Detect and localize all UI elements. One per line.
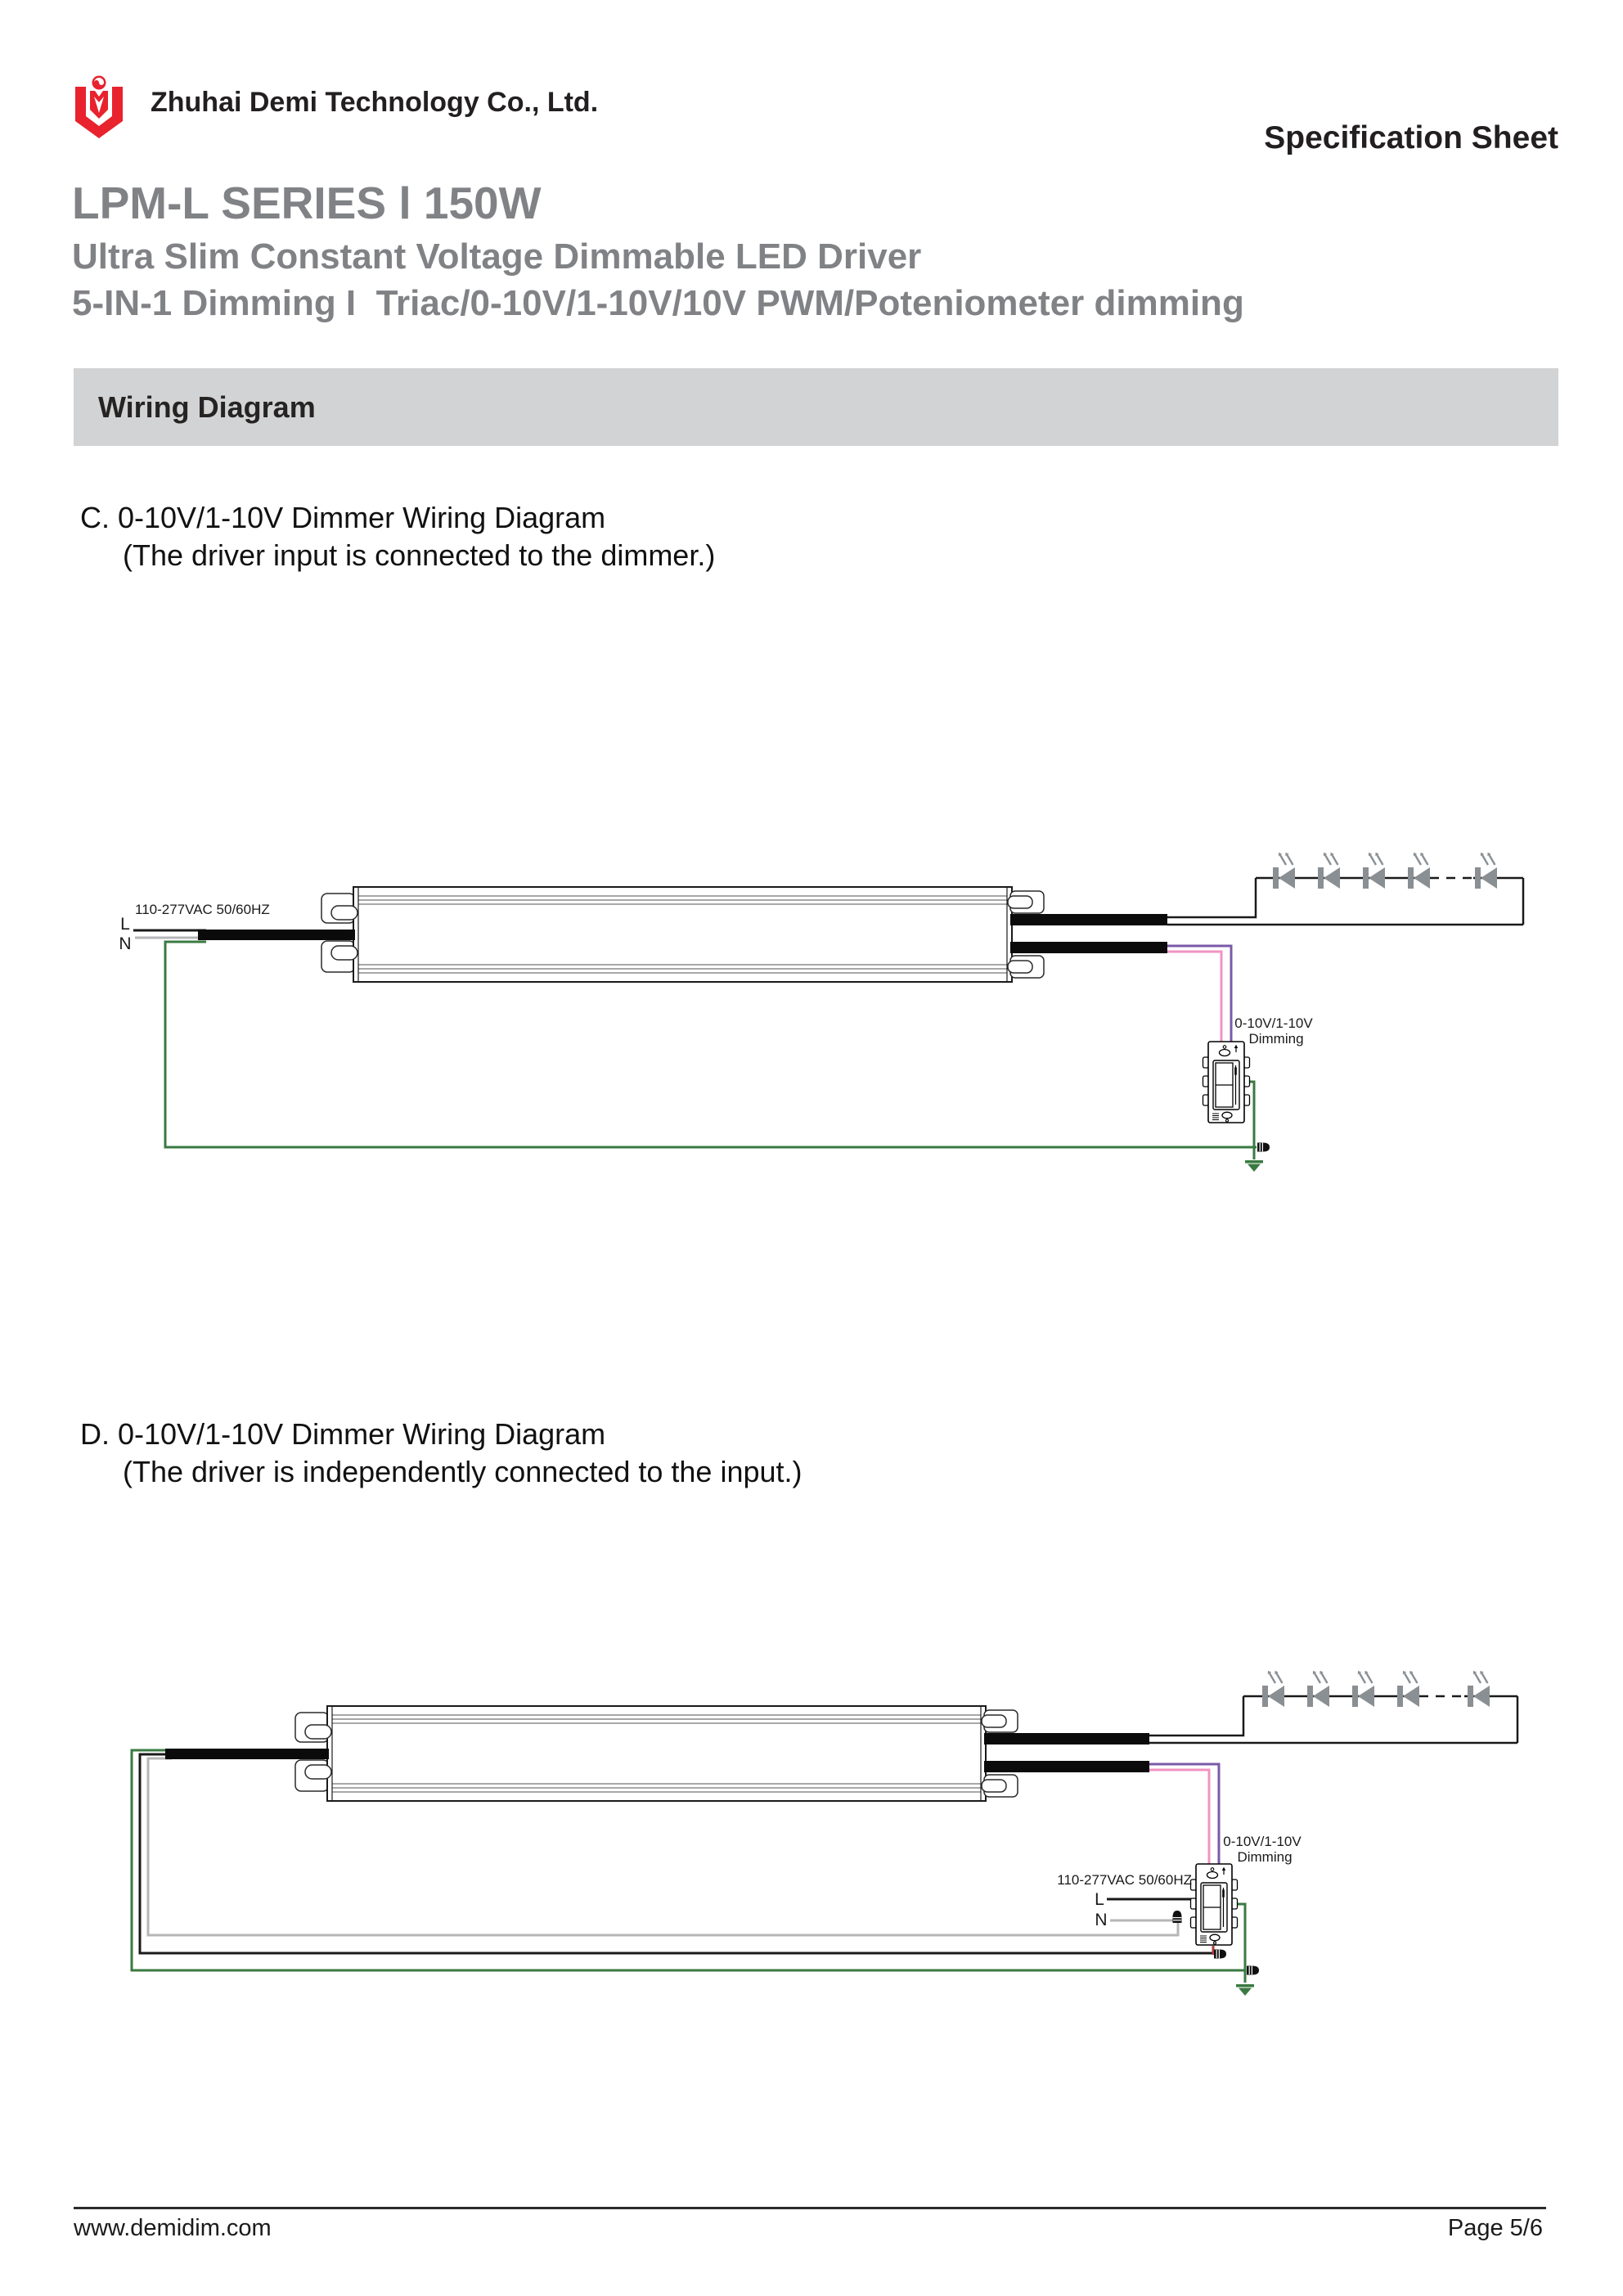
earth-ground-icon xyxy=(1245,1160,1263,1172)
dimmer-type-label-2: Dimming xyxy=(1237,1849,1293,1865)
input-voltage-label: 110-277VAC 50/60HZ xyxy=(135,902,270,917)
led-icon xyxy=(1307,1671,1329,1707)
dimming-cable-bundle xyxy=(1010,942,1167,953)
demi-shield-logo-icon xyxy=(72,75,126,141)
dimming-cable-bundle xyxy=(984,1761,1149,1772)
live-label: L xyxy=(1095,1890,1104,1909)
dimmer-type-label-1: 0-10V/1-10V xyxy=(1234,1015,1313,1031)
neutral-label: N xyxy=(1095,1911,1108,1929)
section-banner xyxy=(74,368,1558,446)
wall-dimmer xyxy=(1191,1864,1238,1945)
led-icon xyxy=(1408,853,1430,889)
live-label: L xyxy=(120,915,130,934)
led-icon xyxy=(1273,853,1295,889)
wire-nut-icon xyxy=(1257,1143,1270,1152)
earth-ground-icon xyxy=(1236,1984,1254,1996)
led-icon xyxy=(1475,853,1497,889)
wall-dimmer xyxy=(1203,1042,1250,1123)
led-circuit-wire xyxy=(1149,1696,1517,1743)
section-banner-title: Wiring Diagram xyxy=(98,389,316,424)
wire-nut-icon xyxy=(1247,1966,1259,1975)
diagram-c-note: (The driver input is connected to the dimmer.) xyxy=(123,538,716,572)
product-subtitle-1: Ultra Slim Constant Voltage Dimmable LED Driver xyxy=(72,236,922,277)
product-series-title: LPM-L SERIES l 150W xyxy=(72,178,542,228)
diagram-c-heading: C. 0-10V/1-10V Dimmer Wiring Diagram xyxy=(80,501,606,534)
led-icon xyxy=(1363,853,1385,889)
led-driver xyxy=(321,887,1044,982)
input-cable-bundle xyxy=(198,930,355,940)
footer-page-number: Page 5/6 xyxy=(1447,2215,1543,2241)
input-voltage-label: 110-277VAC 50/60HZ xyxy=(1057,1872,1192,1888)
input-cable-bundle xyxy=(165,1749,329,1759)
footer-website: www.demidim.com xyxy=(74,2215,272,2241)
diagram-d-heading: D. 0-10V/1-10V Dimmer Wiring Diagram xyxy=(80,1417,606,1451)
dimmer-type-label-2: Dimming xyxy=(1248,1031,1304,1047)
wiring-diagram-d xyxy=(132,1671,1517,1996)
led-driver xyxy=(295,1706,1018,1801)
dimmer-type-label-1: 0-10V/1-10V xyxy=(1223,1834,1302,1849)
output-cable-bundle xyxy=(1010,914,1167,925)
neutral-label: N xyxy=(119,934,132,953)
led-icon xyxy=(1352,1671,1374,1707)
document-type-title: Specification Sheet xyxy=(1264,120,1558,155)
wire-nut-icon xyxy=(1173,1911,1182,1923)
wire-nut-icon xyxy=(1214,1950,1226,1959)
led-icon xyxy=(1397,1671,1419,1707)
dimming-wire-pink xyxy=(1149,1770,1209,1865)
output-cable-bundle xyxy=(984,1733,1149,1745)
dimming-wire-pink xyxy=(1167,952,1221,1042)
wiring-diagram-c xyxy=(119,853,1523,1172)
led-icon xyxy=(1468,1671,1490,1707)
product-subtitle-2: 5-IN-1 Dimming I Triac/0-10V/1-10V/10V PWM/Poteniometer dimming xyxy=(72,283,1244,323)
footer-divider xyxy=(74,2207,1546,2209)
led-icon xyxy=(1318,853,1340,889)
diagram-d-note: (The driver is independently connected to the input.) xyxy=(123,1455,803,1488)
company-name: Zhuhai Demi Technology Co., Ltd. xyxy=(151,87,599,118)
led-icon xyxy=(1262,1671,1284,1707)
led-circuit-wire xyxy=(1167,878,1523,925)
